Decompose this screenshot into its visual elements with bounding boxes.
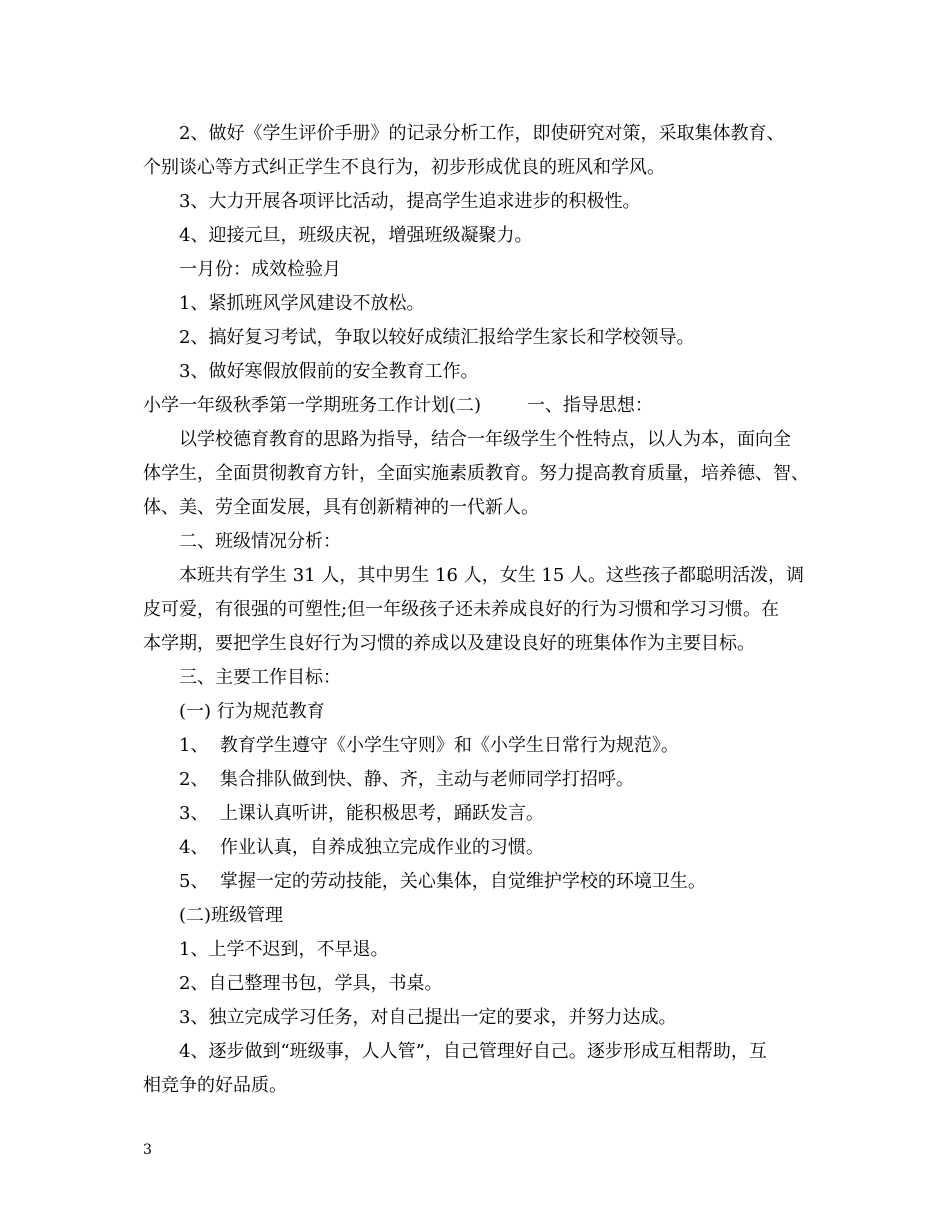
list-item: 3、独立完成学习任务，对自己提出一定的要求，并努力达成。 <box>179 1007 677 1028</box>
paragraph-line: 2、做好《学生评价手册》的记录分析工作，即使研究对策，采取集体教育、 <box>179 123 785 144</box>
list-item: 2、自己整理书包，学具，书桌。 <box>179 973 443 994</box>
section-heading: 二、班级情况分析： <box>179 531 341 552</box>
paragraph-line: 4、迎接元旦，班级庆祝，增强班级凝聚力。 <box>179 225 533 246</box>
paragraph-line: 皮可爱，有很强的可塑性;但一年级孩子还未养成良好的行为习惯和学习习惯。在 <box>143 599 780 620</box>
document-body <box>143 117 833 1103</box>
list-item: 相竞争的好品质。 <box>143 1075 287 1096</box>
paragraph-line: 本班共有学生 31 人，其中男生 16 人，女生 15 人。这些孩子都聪明活泼，调 <box>179 565 805 586</box>
list-item: 3、 上课认真听讲，能积极思考，踊跃发言。 <box>179 803 544 824</box>
list-item: 4、逐步做到“班级事，人人管”，自己管理好自己。逐步形成互相帮助，互 <box>179 1041 767 1062</box>
paragraph-line: 3、大力开展各项评比活动，提高学生追求进步的积极性。 <box>179 191 641 212</box>
paragraph-line: 体学生，全面贯彻教育方针，全面实施素质教育。努力提高教育质量，培养德、智、 <box>143 463 809 484</box>
subsection-heading: (二)班级管理 <box>179 905 284 926</box>
paragraph-line: 1、紧抓班风学风建设不放松。 <box>179 293 425 314</box>
document-title: 小学一年级秋季第一学期班务工作计划(二) 一、指导思想： <box>143 395 653 416</box>
paragraph-line: 以学校德育教育的思路为指导，结合一年级学生个性特点，以人为本，面向全 <box>179 429 791 450</box>
list-item: 1、 教育学生遵守《小学生守则》和《小学生日常行为规范》。 <box>179 735 679 756</box>
section-heading: 一月份：成效检验月 <box>179 259 341 280</box>
paragraph-line: 本学期，要把学生良好行为习惯的养成以及建设良好的班集体作为主要目标。 <box>143 633 755 654</box>
list-item: 2、 集合排队做到快、静、齐，主动与老师同学打招呼。 <box>179 769 634 790</box>
list-item: 1、上学不迟到，不早退。 <box>179 939 389 960</box>
section-heading: 三、主要工作目标： <box>179 667 341 688</box>
paragraph-line: 2、搞好复习考试，争取以较好成绩汇报给学生家长和学校领导。 <box>179 327 695 348</box>
subsection-heading: (一) 行为规范教育 <box>179 701 325 722</box>
paragraph-line: 个别谈心等方式纠正学生不良行为，初步形成优良的班风和学风。 <box>143 157 665 178</box>
paragraph-line: 3、做好寒假放假前的安全教育工作。 <box>179 361 479 382</box>
page-number: 3 <box>143 1142 152 1158</box>
paragraph-line: 体、美、劳全面发展，具有创新精神的一代新人。 <box>143 497 539 518</box>
list-item: 5、 掌握一定的劳动技能，关心集体，自觉维护学校的环境卫生。 <box>179 871 706 892</box>
list-item: 4、 作业认真，自养成独立完成作业的习惯。 <box>179 837 544 858</box>
